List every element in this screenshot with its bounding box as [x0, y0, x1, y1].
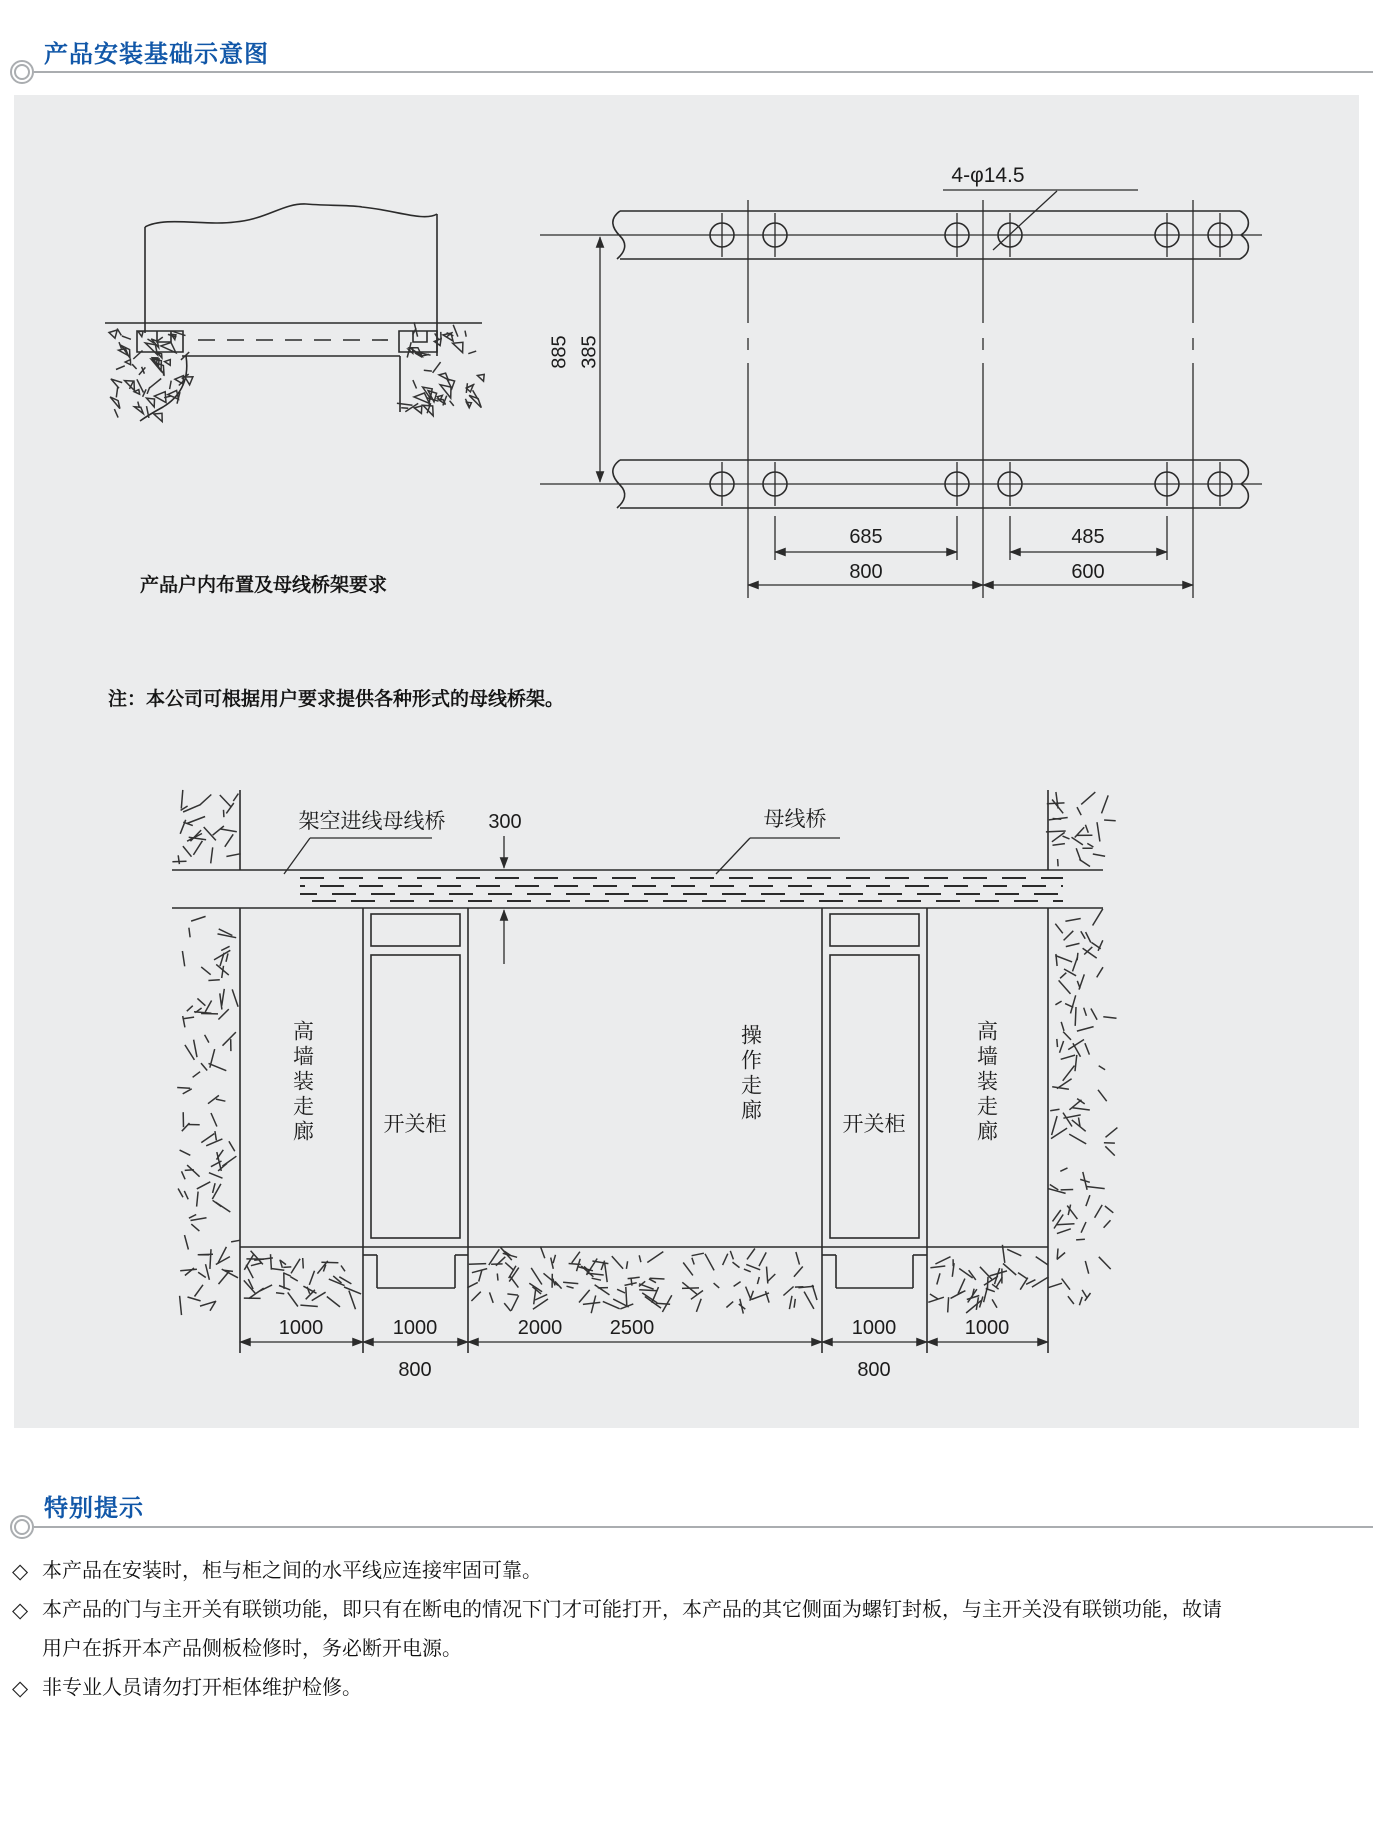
room-section-diagram [172, 790, 1117, 1381]
cabinet-right-label: 开关柜 [842, 1113, 906, 1136]
foundation-rails-diagram [540, 164, 1262, 598]
tips-title: 特别提示 [44, 1495, 144, 1522]
wall-texture [1046, 792, 1116, 867]
tips-list [12, 1552, 1364, 1708]
bus-bridge-label: 母线桥 [763, 808, 827, 831]
tip-text: 本产品的门与主开关有联锁功能，即只有在断电的情况下门才可能打开，本产品的其它侧面为螺钉封板，与主开关没有联锁功能，故请 [42, 1599, 1222, 1621]
rails-dim-685: 685 [849, 526, 883, 548]
op-corridor-label: 操作走廊 [738, 1024, 762, 1124]
tip-item [12, 1591, 1364, 1669]
dim-1000-a: 1000 [278, 1317, 324, 1339]
tip-text: 本产品在安装时，柜与柜之间的水平线应连接牢固可靠。 [42, 1560, 542, 1582]
wall-texture [172, 790, 240, 864]
rail-holes [710, 213, 1232, 506]
dim-1000-b: 1000 [392, 1317, 438, 1339]
ground-texture [467, 1246, 817, 1313]
clearance-dim-300: 300 [488, 811, 522, 833]
divider-ornament-icon [11, 1516, 33, 1538]
dim-1000-d: 1000 [964, 1317, 1010, 1339]
concrete-texture [109, 329, 193, 422]
title-divider [11, 61, 1373, 83]
dim-1000-c: 1000 [851, 1317, 897, 1339]
rails-dim-800: 800 [849, 561, 883, 583]
rails-dim-485: 485 [1071, 526, 1105, 548]
tip-item [12, 1552, 1364, 1591]
rails-dim-600: 600 [1071, 561, 1105, 583]
diamond-bullet-icon: ◇ [12, 1599, 29, 1622]
left-corridor-label: 高墙装走廊 [290, 1020, 314, 1145]
dim-800-left: 800 [398, 1359, 432, 1381]
right-corridor-label: 高墙装走廊 [974, 1020, 998, 1145]
rails-dim-385: 385 [578, 335, 601, 369]
cabinet-base-section-diagram [105, 204, 484, 422]
overhead-bus-label: 架空进线母线桥 [298, 810, 446, 833]
layout-caption: 产品户内布置及母线桥架要求 [140, 575, 388, 596]
dim-2500: 2500 [609, 1317, 655, 1339]
wall-texture [177, 916, 240, 1315]
ground-texture [928, 1245, 1048, 1313]
rails-hole-label: 4-φ14.5 [951, 164, 1025, 187]
cabinet-left-label: 开关柜 [383, 1113, 447, 1136]
tip-text: 用户在拆开本产品侧板检修时，务必断开电源。 [42, 1638, 462, 1660]
tip-text: 非专业人员请勿打开柜体维护检修。 [42, 1677, 362, 1699]
bus-bridge-hatch [300, 878, 1063, 901]
dim-800-right: 800 [857, 1359, 891, 1381]
diamond-bullet-icon: ◇ [12, 1677, 29, 1700]
dim-2000: 2000 [517, 1317, 563, 1339]
ground-texture [244, 1251, 361, 1310]
diamond-bullet-icon: ◇ [12, 1560, 29, 1583]
wall-texture [1048, 909, 1117, 1305]
note-text: 注：本公司可根据用户要求提供各种形式的母线桥架。 [108, 689, 565, 710]
divider-ornament-icon [11, 61, 33, 83]
tips-divider [11, 1516, 1373, 1538]
rails-dim-885: 885 [548, 335, 571, 369]
page-title: 产品安装基础示意图 [44, 41, 269, 68]
concrete-texture [397, 322, 484, 416]
tip-item [12, 1669, 1364, 1708]
